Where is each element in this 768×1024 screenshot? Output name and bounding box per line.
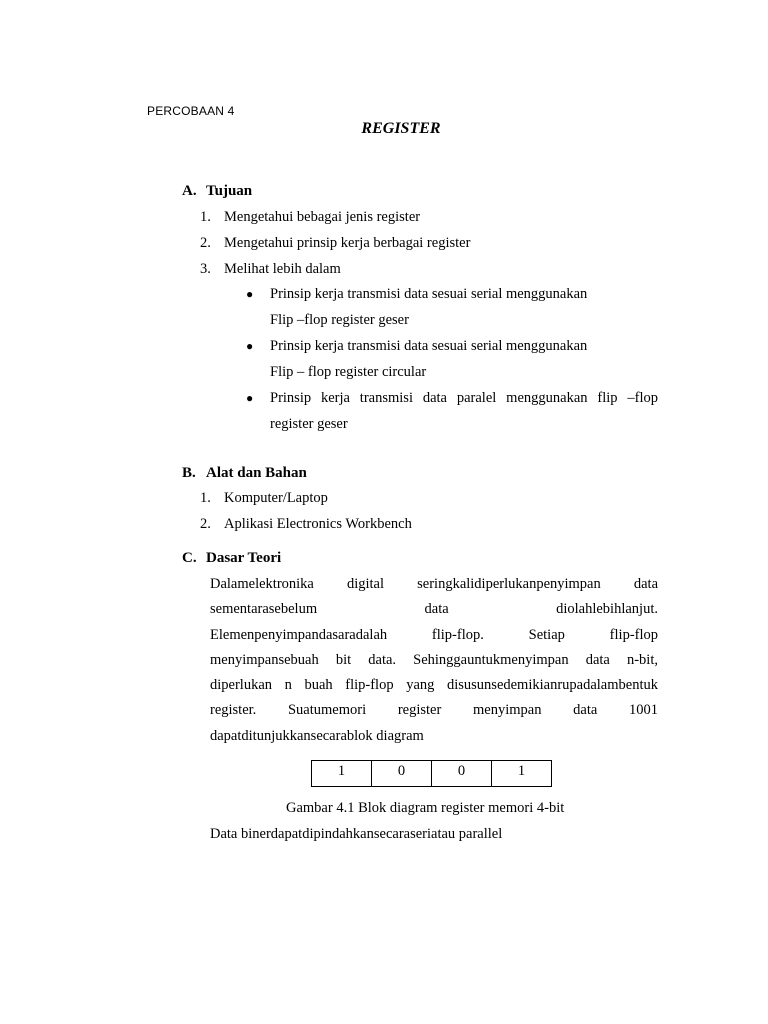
register-row xyxy=(312,761,552,787)
list-item xyxy=(200,514,412,534)
register-block-diagram xyxy=(311,760,552,787)
section-b-letter: B. xyxy=(182,465,196,481)
page-label: PERCOBAAN 4 xyxy=(147,104,235,118)
section-c-letter: C. xyxy=(182,550,197,566)
section-a-letter: A. xyxy=(182,183,197,199)
item-number: 2. xyxy=(200,516,211,532)
bullet-line: Prinsip kerja transmisi data paralel menggunakan flip –flop xyxy=(270,390,658,406)
bullet-line: Prinsip kerja transmisi data sesuai serial menggunakan xyxy=(270,286,588,302)
bullet-item xyxy=(246,281,658,333)
register-bit-cell: 0 xyxy=(432,761,492,787)
section-a-title: Tujuan xyxy=(206,183,253,199)
section-a-heading xyxy=(182,183,252,200)
register-bit-cell: 1 xyxy=(492,761,552,787)
closing-text: Data binerdapatdipindahkansecaraseriatau parallel xyxy=(210,826,503,842)
figure-caption: Gambar 4.1 Blok diagram register memori 4-bit xyxy=(286,800,565,816)
bullet-line: Flip – flop register circular xyxy=(270,364,427,380)
item-text: Melihat lebih dalam xyxy=(224,261,341,277)
section-b-heading xyxy=(182,465,307,482)
item-number: 2. xyxy=(200,235,211,251)
bullet-line: register geser xyxy=(270,416,348,432)
item-number: 1. xyxy=(200,209,211,225)
item-text: Aplikasi Electronics Workbench xyxy=(224,516,412,532)
paragraph-line: Elemenpenyimpandasaradalah flip-flop. Setiap flip-flop xyxy=(210,626,658,643)
paragraph-line: dapatditunjukkansecarablok diagram xyxy=(210,727,424,744)
list-item xyxy=(200,207,420,227)
list-item xyxy=(200,259,341,279)
bullet-item xyxy=(246,333,658,385)
theory-paragraph xyxy=(210,572,658,749)
bullet-dot-icon: ● xyxy=(246,287,254,301)
paragraph-line: diperlukan n buah flip-flop yang disusunsedemikianrupadalambentuk xyxy=(210,677,658,694)
paragraph-line: sementarasebelum data diolahlebihlanjut. xyxy=(210,601,658,618)
section-b-title: Alat dan Bahan xyxy=(206,465,307,481)
item-text: Komputer/Laptop xyxy=(224,490,328,506)
list-item xyxy=(200,233,470,253)
bullet-line: Prinsip kerja transmisi data sesuai serial menggunakan xyxy=(270,338,588,354)
bullet-dot-icon: ● xyxy=(246,391,254,405)
bullet-line: Flip –flop register geser xyxy=(270,312,409,328)
section-c-heading xyxy=(182,550,281,567)
section-c-title: Dasar Teori xyxy=(206,550,282,566)
register-bit-cell: 1 xyxy=(312,761,372,787)
page-title: REGISTER xyxy=(361,120,441,137)
item-text: Mengetahui bebagai jenis register xyxy=(224,209,421,225)
item-text: Mengetahui prinsip kerja berbagai register xyxy=(224,235,471,251)
paragraph-line: Dalamelektronika digital seringkalidiperlukanpenyimpan data xyxy=(210,576,658,592)
paragraph-line: register. Suatumemori register menyimpan data 1001 xyxy=(210,702,658,719)
register-bit-cell: 0 xyxy=(372,761,432,787)
bullet-item xyxy=(246,385,658,437)
paragraph-line: menyimpansebuah bit data. Sehinggauntukmenyimpan data n-bit, xyxy=(210,651,658,668)
list-item xyxy=(200,488,328,508)
bullet-dot-icon: ● xyxy=(246,339,254,353)
item-number: 3. xyxy=(200,261,211,277)
item-number: 1. xyxy=(200,490,211,506)
